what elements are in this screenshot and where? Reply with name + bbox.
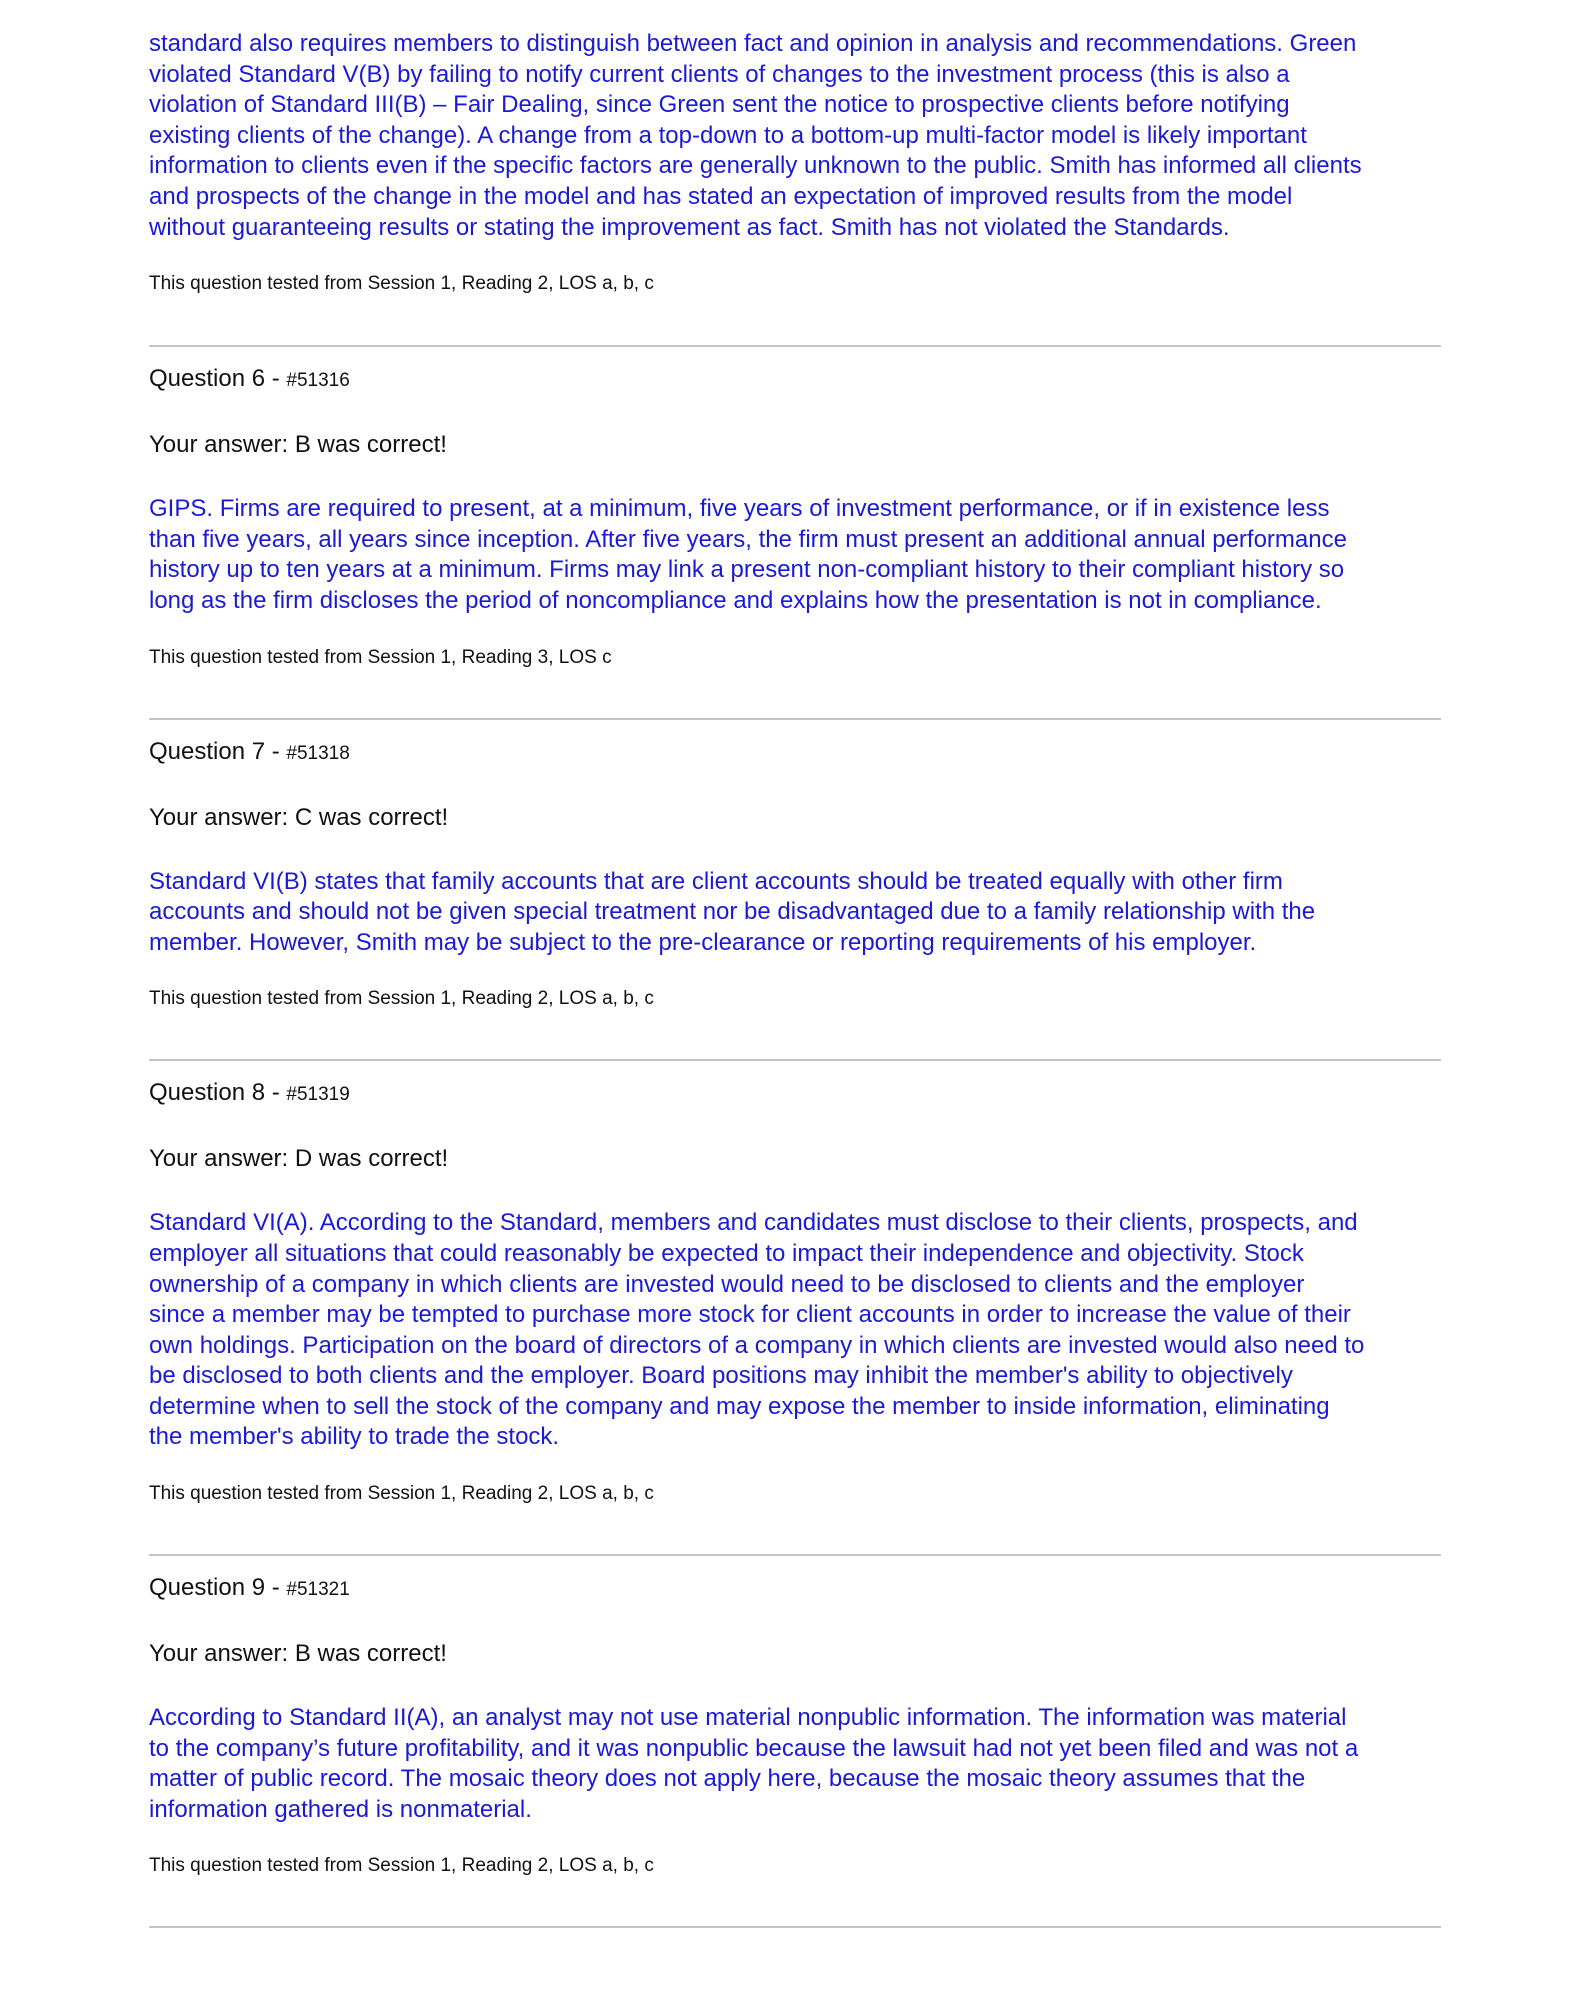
answer-result: Your answer: C was correct!: [149, 803, 449, 831]
question-title: Question 7 -: [149, 737, 287, 765]
question-heading: [149, 1078, 1441, 1110]
section-divider: [149, 718, 1441, 720]
question-7: [149, 737, 1441, 1012]
question-number: #51321: [286, 1579, 350, 1601]
tested-note: This question tested from Session 1, Reading 2, LOS a, b, c: [149, 1483, 654, 1505]
section-divider: [149, 345, 1441, 347]
question-title: Question 8 -: [149, 1079, 287, 1107]
question-6: [149, 364, 1441, 669]
answer-result: Your answer: B was correct!: [149, 1640, 447, 1668]
explanation-text: standard also requires members to distinguish between fact and opinion in analysis and recommendations. Green violated Standard V(B) by failing to notify current clients of changes to the investment process (this is also a violation of Standard III(B) – Fair Dealing, since Green sent the notice to prospective clients before notifying existing clients of the change). A change from a top-down to a bottom-up multi-factor model is likely important information to clients even if the specific factors are generally unknown to the public. Smith has informed all clients and prospects of the change in the model and has stated an expectation of improved results from the model without guaranteeing results or stating the improvement as fact. Smith has not violated the Standards.: [149, 30, 1362, 241]
question-number: #51318: [286, 742, 350, 764]
tested-note: This question tested from Session 1, Reading 2, LOS a, b, c: [149, 1855, 654, 1877]
explanation-text: According to Standard II(A), an analyst may not use material nonpublic information. The information was material to the company’s future profitability, and it was nonpublic because the lawsuit had not yet been filed and was not a matter of public record. The mosaic theory does not apply here, because the mosaic theory assumes that the information gathered is nonmaterial.: [149, 1704, 1359, 1823]
tested-note: This question tested from Session 1, Reading 3, LOS c: [149, 646, 612, 668]
question-8: [149, 1078, 1441, 1506]
question-heading: [149, 737, 1441, 769]
section-divider: [149, 1926, 1441, 1928]
section-divider: [149, 1554, 1441, 1556]
question-heading: [149, 1573, 1441, 1605]
question-number: #51316: [286, 370, 350, 392]
question-title: Question 6 -: [149, 365, 287, 393]
explanation-text: GIPS. Firms are required to present, at a minimum, five years of investment performance, or if in existence less than five years, all years since inception. After five years, the firm must present an additional annual performance history up to ten years at a minimum. Firms may link a present non-compliant history to their compliant history so long as the firm discloses the period of noncompliance and explains how the presentation is not in compliance.: [149, 495, 1347, 614]
tested-note: This question tested from Session 1, Reading 2, LOS a, b, c: [149, 273, 654, 295]
question-9: [149, 1573, 1441, 1878]
question-heading: [149, 364, 1441, 396]
document-page: [149, 0, 1441, 1928]
answer-result: Your answer: D was correct!: [149, 1145, 449, 1173]
question-number: #51319: [286, 1084, 350, 1106]
answer-result: Your answer: B was correct!: [149, 431, 447, 459]
section-divider: [149, 1059, 1441, 1061]
question-title: Question 9 -: [149, 1574, 287, 1602]
explanation-text: Standard VI(A). According to the Standard, members and candidates must disclose to their clients, prospects, and employer all situations that could reasonably be expected to impact their independence and objectivity. Stock ownership of a company in which clients are invested would need to be disclosed to clients and the employer since a member may be tempted to purchase more stock for client accounts in order to increase the value of their own holdings. Participation on the board of directors of a company in which clients are invested would also need to be disclosed to both clients and the employer. Board positions may inhibit the member's ability to objectively determine when to sell the stock of the company and may expose the member to inside information, eliminating the member's ability to trade the stock.: [149, 1209, 1365, 1451]
tested-note: This question tested from Session 1, Reading 2, LOS a, b, c: [149, 988, 654, 1010]
explanation-text: Standard VI(B) states that family accounts that are client accounts should be treated equally with other firm accounts and should not be given special treatment nor be disadvantaged due to a family relationship with the member. However, Smith may be subject to the pre-clearance or reporting requirements of his employer.: [149, 867, 1316, 956]
